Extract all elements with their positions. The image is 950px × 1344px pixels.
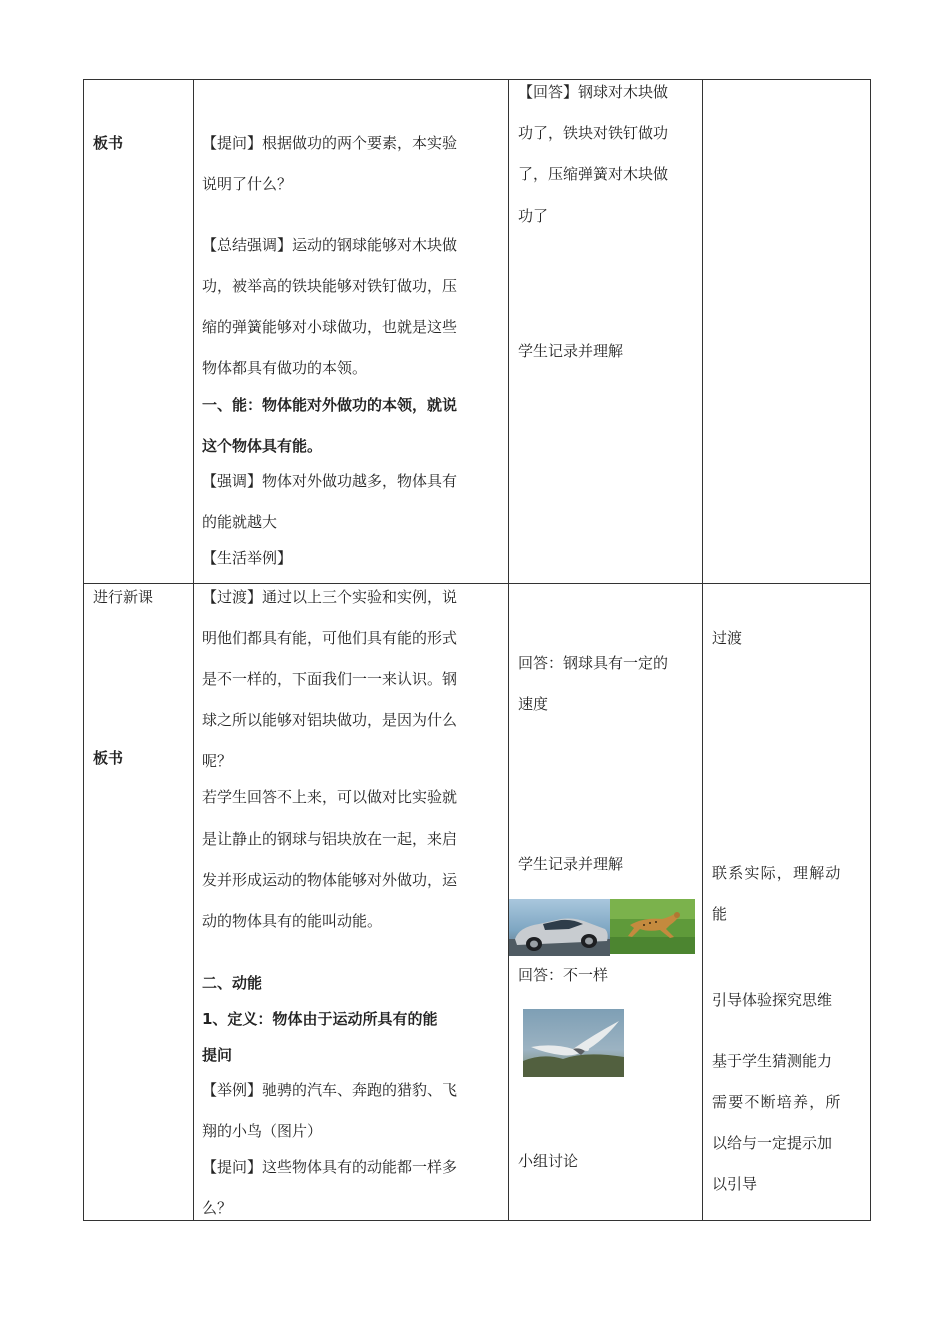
- row1-student-record: 学生记录并理解: [518, 342, 624, 360]
- row2-col4-connect-line-1: 联系实际，理解动: [712, 864, 842, 882]
- row1-definition-line-2: 这个物体具有能。: [202, 437, 323, 455]
- col-divider-2: [508, 79, 509, 1221]
- table-right-border: [870, 79, 871, 1221]
- row1-summary-line-4: 物体都具有做功的本领。: [202, 359, 368, 377]
- row2-ask-label: 提问: [202, 1046, 233, 1064]
- row2-col4-connect-line-2: 能: [712, 905, 728, 923]
- row1-emphasis-line-2: 的能就越大: [202, 513, 278, 531]
- row2-kinetic-heading: 二、动能: [202, 974, 263, 992]
- row1-answer-line-4: 功了: [518, 207, 549, 225]
- row1-ask-line-1: 【提问】根据做功的两个要素，本实验: [202, 134, 458, 152]
- row1-summary-line-1: 【总结强调】运动的钢球能够对木块做: [202, 236, 458, 254]
- row2-col4-transition: 过渡: [712, 629, 743, 647]
- row2-hint-line-4: 动的物体具有的能叫动能。: [202, 912, 383, 930]
- row2-transition-line-5: 呢？: [202, 752, 233, 770]
- col-divider-3: [702, 79, 703, 1221]
- row2-transition-line-1: 【过渡】通过以上三个实验和实例，说: [202, 588, 458, 606]
- car-photo: [509, 899, 610, 956]
- row2-transition-line-4: 球之所以能够对铝块做功，是因为什么: [202, 711, 458, 729]
- row1-summary-line-2: 功，被举高的铁块能够对铁钉做功，压: [202, 277, 458, 295]
- row2-hint-line-1: 若学生回答不上来，可以做对比实验就: [202, 788, 458, 806]
- table-left-border: [83, 79, 84, 1221]
- cheetah-photo: [610, 899, 695, 954]
- row1-answer-line-3: 了，压缩弹簧对木块做: [518, 165, 669, 183]
- table-top-border: [83, 79, 871, 80]
- row2-board-label: 板书: [93, 749, 124, 767]
- table-bottom-border: [83, 1220, 871, 1221]
- row2-hint-line-2: 是让静止的钢球与铝块放在一起，来启: [202, 830, 458, 848]
- col-divider-1: [193, 79, 194, 1221]
- row2-stage-label: 进行新课: [93, 588, 154, 606]
- row1-answer-line-1: 【回答】钢球对木块做: [518, 83, 669, 101]
- row1-emphasis-line-1: 【强调】物体对外做功越多，物体具有: [202, 472, 458, 490]
- row2-kinetic-definition: 1、定义：物体由于运动所具有的能: [202, 1010, 438, 1028]
- row2-answer2: 回答：不一样: [518, 966, 609, 984]
- row2-student-record: 学生记录并理解: [518, 855, 624, 873]
- row2-col4-basis-line-2: 需要不断培养，所: [712, 1093, 842, 1111]
- row1-definition-line-1: 一、能：物体能对外做功的本领，就说: [202, 396, 458, 414]
- row1-stage-label: 板书: [93, 134, 124, 152]
- bird-photo: [523, 1009, 624, 1077]
- row2-col4-basis-line-1: 基于学生猜测能力: [712, 1052, 833, 1070]
- row-divider: [83, 583, 871, 584]
- row1-ask-line-2: 说明了什么？: [202, 175, 293, 193]
- row2-col4-basis-line-4: 以引导: [712, 1175, 758, 1193]
- row2-col4-basis-line-3: 以给与一定提示加: [712, 1134, 833, 1152]
- row1-life-example: 【生活举例】: [202, 549, 293, 567]
- row2-col4-guide: 引导体验探究思维: [712, 991, 833, 1009]
- row2-example-line-2: 翔的小鸟（图片）: [202, 1122, 323, 1140]
- row1-summary-line-3: 缩的弹簧能够对小球做功，也就是这些: [202, 318, 458, 336]
- row2-question-line-2: 么？: [202, 1199, 233, 1217]
- row2-answer1-line-1: 回答：钢球具有一定的: [518, 654, 669, 672]
- row2-transition-line-2: 明他们都具有能，可他们具有能的形式: [202, 629, 458, 647]
- row2-transition-line-3: 是不一样的，下面我们一一来认识。钢: [202, 670, 458, 688]
- row2-hint-line-3: 发并形成运动的物体能够对外做功，运: [202, 871, 458, 889]
- row1-answer-line-2: 功了，铁块对铁钉做功: [518, 124, 669, 142]
- row2-question-line-1: 【提问】这些物体具有的动能都一样多: [202, 1158, 458, 1176]
- row2-example-line-1: 【举例】驰骋的汽车、奔跑的猎豹、飞: [202, 1081, 458, 1099]
- row2-answer1-line-2: 速度: [518, 695, 549, 713]
- row2-group-discussion: 小组讨论: [518, 1152, 579, 1170]
